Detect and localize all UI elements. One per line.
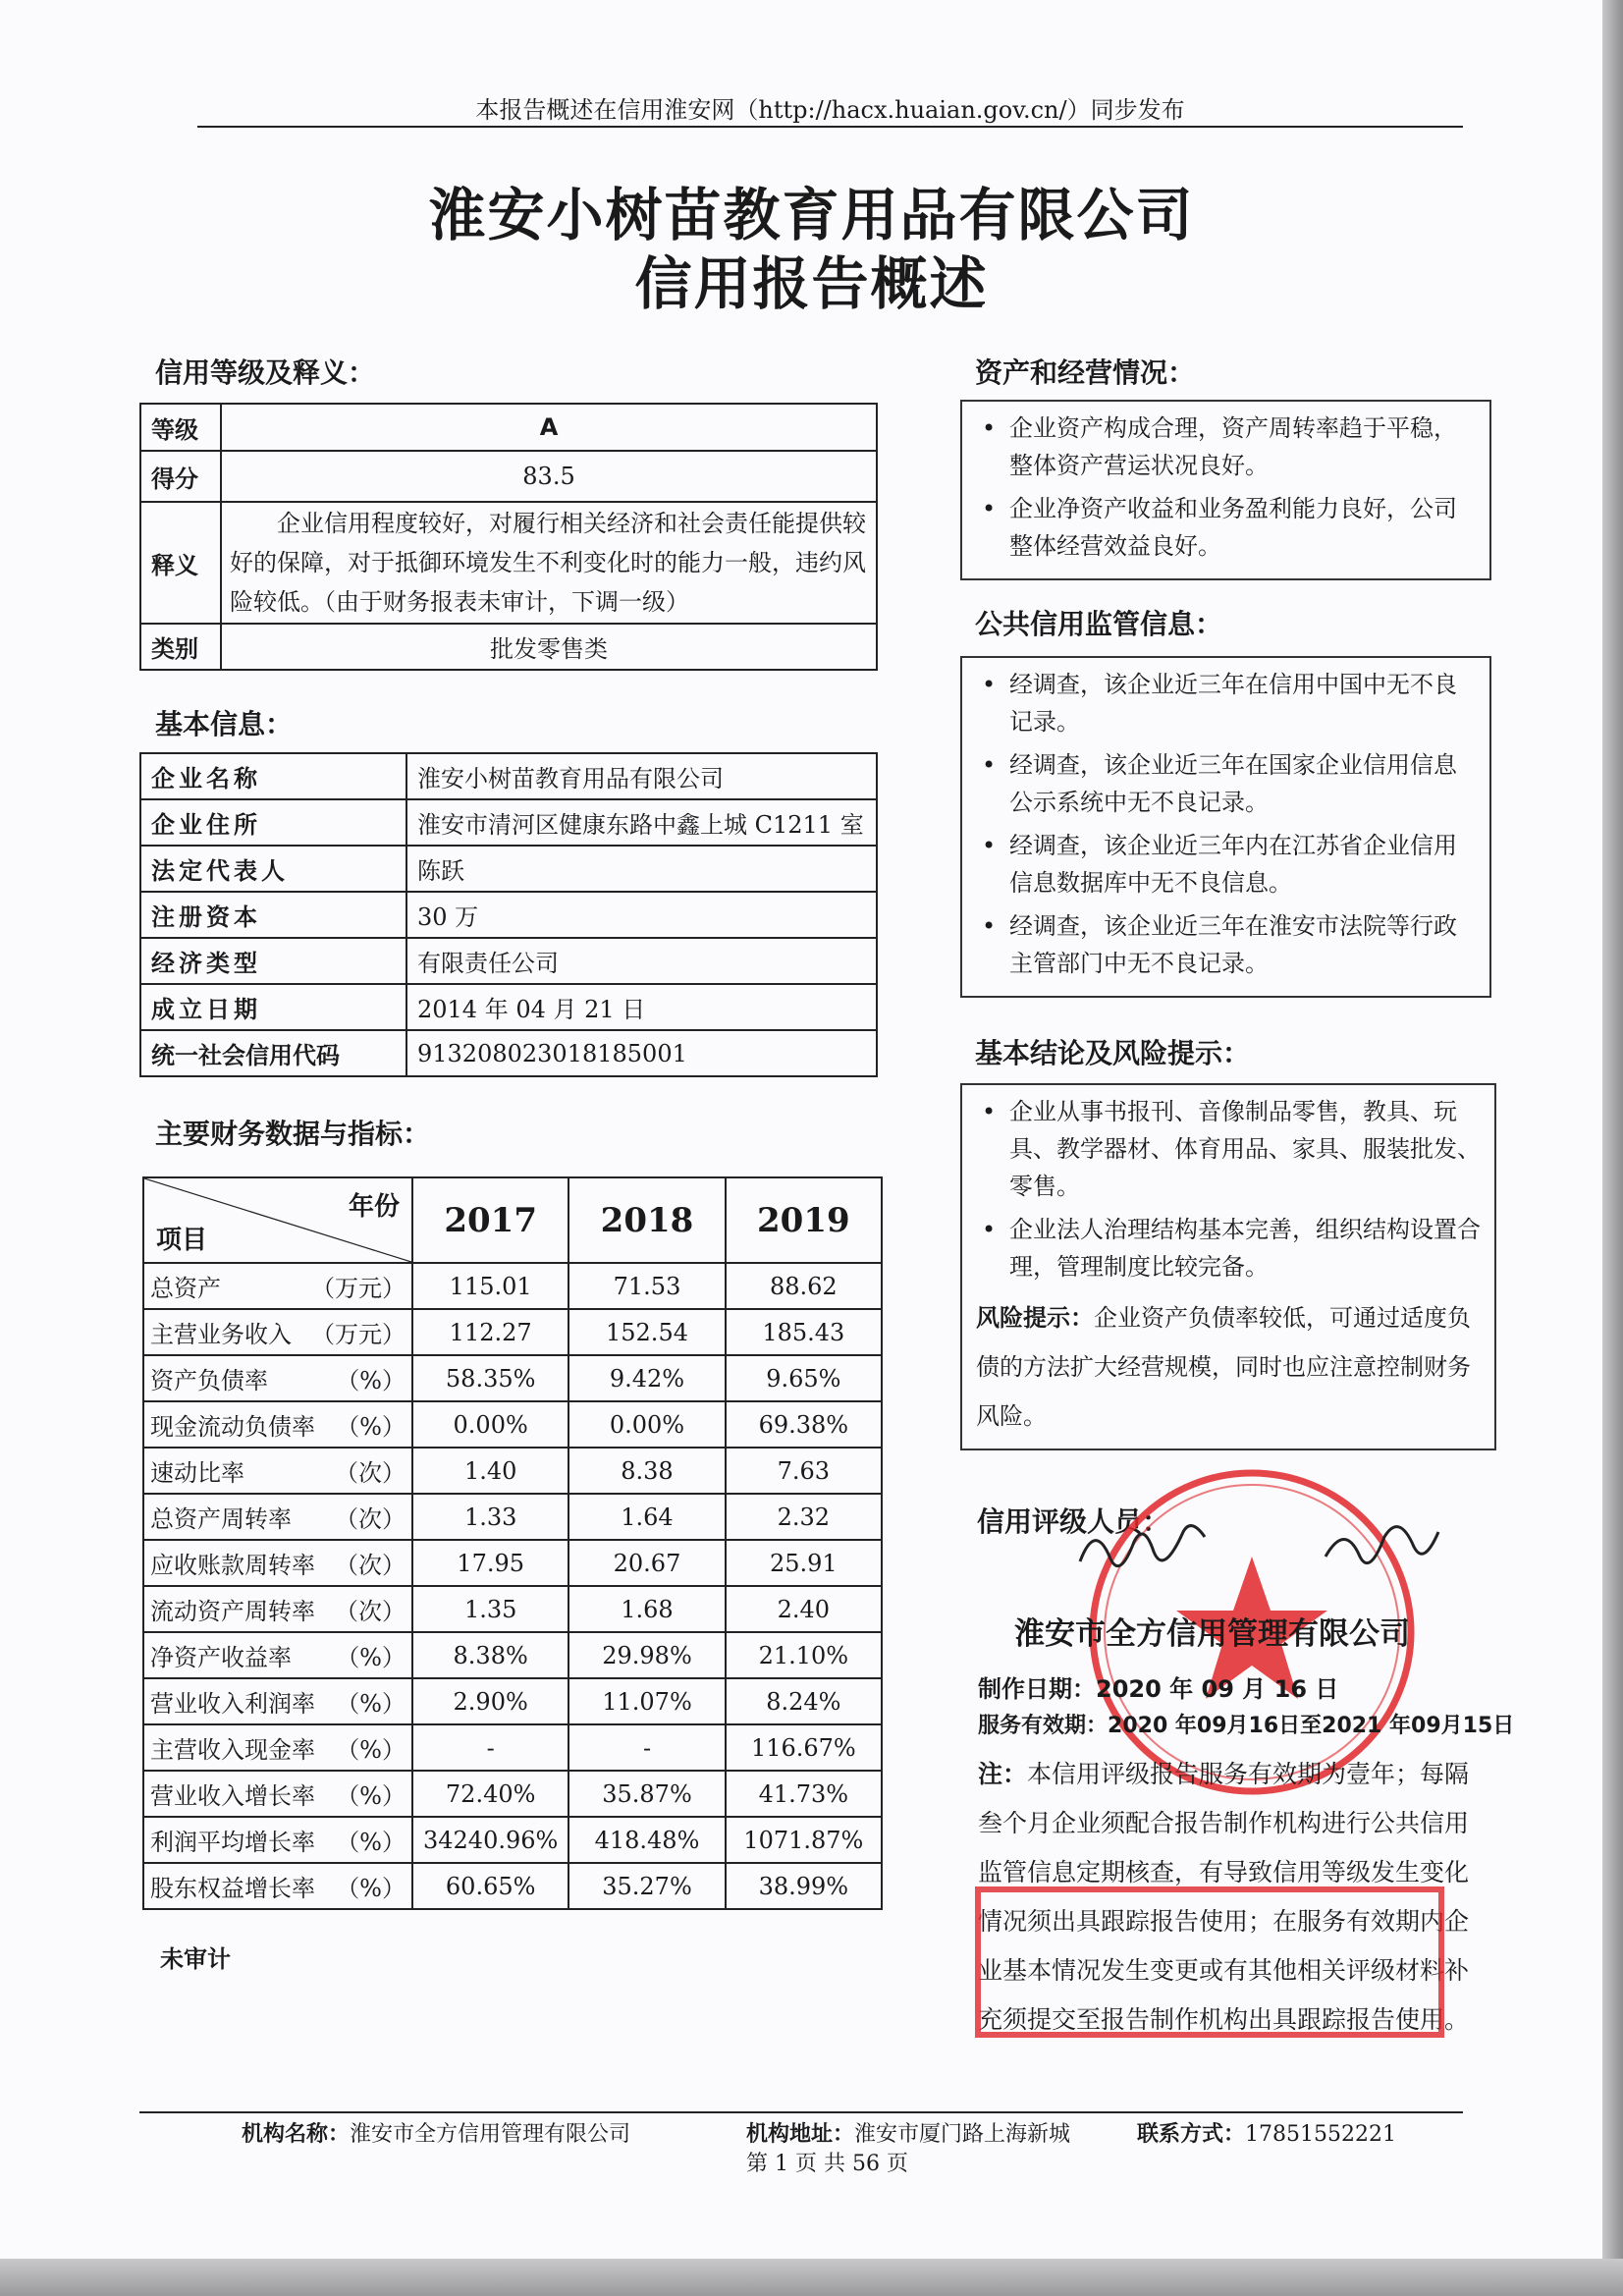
finance-item-name: 总资产周转率 [150, 1505, 292, 1533]
basic-info-label: 企业名称 [140, 753, 406, 799]
finance-item-name: 营业收入利润率 [150, 1690, 315, 1718]
finance-item [143, 1401, 412, 1448]
finance-value-2019: 7.63 [726, 1448, 882, 1494]
year-2018: 2018 [568, 1177, 725, 1263]
finance-value-2018: 11.07% [568, 1678, 725, 1724]
basic-info-value: 2014 年 04 月 21 日 [406, 984, 877, 1030]
finance-row [143, 1494, 882, 1540]
finance-item-unit: （%） [336, 1782, 406, 1810]
finance-item-name: 流动资产周转率 [150, 1598, 315, 1625]
finance-item-unit: （次） [335, 1505, 406, 1533]
finance-item-name: 股东权益增长率 [150, 1875, 315, 1902]
filing-stamp [972, 1884, 1448, 2041]
rating-table [139, 403, 878, 671]
finance-item-unit: （%） [336, 1644, 406, 1671]
finance-row [143, 1540, 882, 1586]
basic-info-table [139, 752, 878, 1077]
finance-value-2018: 1.68 [568, 1586, 725, 1632]
finance-header-row [143, 1177, 882, 1263]
finance-row [143, 1863, 882, 1909]
basic-info-value: 淮安市清河区健康东路中鑫上城 C1211 室 [406, 799, 877, 846]
finance-value-2017: 17.95 [412, 1540, 568, 1586]
assets-box [960, 400, 1491, 580]
corner-year-label: 年份 [348, 1192, 400, 1222]
finance-item-name: 总资产 [150, 1275, 221, 1302]
finance-row [143, 1309, 882, 1355]
bullet-item: • 企业净资产收益和业务盈利能力良好，公司整体经营效益良好。 [976, 490, 1476, 565]
rating-heading: 信用等级及释义： [155, 356, 376, 389]
finance-item-unit: （万元） [311, 1275, 406, 1302]
finance-value-2017: 0.00% [412, 1401, 568, 1448]
finance-value-2019: 2.40 [726, 1586, 882, 1632]
finance-row [143, 1771, 882, 1817]
year-2017: 2017 [412, 1177, 568, 1263]
rating-row-grade [140, 404, 877, 451]
finance-item-unit: （%） [336, 1875, 406, 1902]
finance-item-unit: （次） [335, 1552, 406, 1579]
basic-info-label: 经济类型 [140, 938, 406, 984]
basic-info-value: 陈跃 [406, 846, 877, 892]
finance-value-2019: 8.24% [726, 1678, 882, 1724]
basic-info-value: 30 万 [406, 892, 877, 938]
finance-item [143, 1678, 412, 1724]
finance-value-2017: 72.40% [412, 1771, 568, 1817]
rating-row-score [140, 451, 877, 502]
footer-address [746, 2117, 1070, 2148]
finance-item-name: 资产负债率 [150, 1367, 268, 1394]
address-value: 淮安市厦门路上海新城 [854, 2122, 1071, 2147]
finance-item-name: 速动比率 [150, 1459, 244, 1487]
finance-row [143, 1724, 882, 1771]
finance-value-2019: 185.43 [726, 1309, 882, 1355]
basic-info-row [140, 1030, 877, 1076]
validity-label: 服务有效期： [978, 1714, 1109, 1738]
finance-item [143, 1863, 412, 1909]
finance-value-2018: 29.98% [568, 1632, 725, 1678]
basic-info-value: 淮安小树苗教育用品有限公司 [406, 753, 877, 799]
validity-value: 2020 年09月16日至2021 年09月15日 [1108, 1714, 1515, 1738]
finance-value-2017: 112.27 [412, 1309, 568, 1355]
finance-item-unit: （%） [336, 1690, 406, 1718]
finance-value-2017: 8.38% [412, 1632, 568, 1678]
header-divider [197, 126, 1463, 128]
basic-info-label: 成立日期 [140, 984, 406, 1030]
finance-value-2019: 2.32 [726, 1494, 882, 1540]
finance-value-2019: 25.91 [726, 1540, 882, 1586]
basic-info-row [140, 984, 877, 1030]
finance-value-2018: 0.00% [568, 1401, 725, 1448]
explanation-label: 释义 [140, 502, 221, 624]
finance-value-2018: 71.53 [568, 1263, 725, 1309]
finance-item-unit: （%） [336, 1367, 406, 1394]
category-value: 批发零售类 [221, 624, 877, 670]
finance-item [143, 1817, 412, 1863]
footer-contact [1137, 2117, 1396, 2148]
corner-header [143, 1177, 412, 1263]
finance-value-2018: 152.54 [568, 1309, 725, 1355]
finance-item [143, 1586, 412, 1632]
finance-row [143, 1632, 882, 1678]
finance-value-2019: 116.67% [726, 1724, 882, 1771]
basic-info-label: 法定代表人 [140, 846, 406, 892]
finance-item-name: 现金流动负债率 [150, 1413, 315, 1441]
year-2019: 2019 [726, 1177, 882, 1263]
finance-value-2019: 38.99% [726, 1863, 882, 1909]
finance-value-2018: 1.64 [568, 1494, 725, 1540]
finance-value-2019: 9.65% [726, 1355, 882, 1401]
finance-item-unit: （%） [336, 1413, 406, 1441]
basic-info-row [140, 799, 877, 846]
finance-row [143, 1355, 882, 1401]
finance-row [143, 1586, 882, 1632]
finance-item-unit: （%） [336, 1736, 406, 1764]
basic-info-row [140, 938, 877, 984]
finance-heading: 主要财务数据与指标： [155, 1118, 431, 1150]
finance-row [143, 1678, 882, 1724]
scan-edge-right [1602, 0, 1623, 2296]
basic-info-row [140, 753, 877, 799]
address-label: 机构地址： [746, 2122, 855, 2147]
conclusion-box [960, 1083, 1496, 1450]
finance-item [143, 1448, 412, 1494]
finance-item [143, 1309, 412, 1355]
finance-value-2017: 1.33 [412, 1494, 568, 1540]
footer-divider [139, 2111, 1463, 2113]
bullet-item: • 企业从事书报刊、音像制品零售，教具、玩具、教学器材、体育用品、家具、服装批发、零售。 [976, 1093, 1481, 1205]
bullet-item: • 经调查，该企业近三年在国家企业信用信息公示系统中无不良记录。 [976, 746, 1476, 821]
finance-item [143, 1263, 412, 1309]
note-text: 本信用评级报告服务有效期为壹年；每隔叁个月企业须配合报告制作机构进行公共信用监管信息定期核查，有导致信用等级发生变化情况须出具跟踪报告使用；在服务有效期内企业基本情况发生变更或有其他相关评级材料补充须提交至报告制作机构出具跟踪报告使用。 [978, 1760, 1470, 2034]
org-value: 淮安市全方信用管理有限公司 [350, 2122, 631, 2147]
score-label: 得分 [140, 451, 221, 502]
finance-item-unit: （%） [336, 1829, 406, 1856]
finance-item [143, 1632, 412, 1678]
bullet-item: • 经调查，该企业近三年内在江苏省企业信用信息数据库中无不良信息。 [976, 827, 1476, 902]
basic-info-label: 注册资本 [140, 892, 406, 938]
finance-table [142, 1176, 883, 1910]
basic-info-label: 统一社会信用代码 [140, 1030, 406, 1076]
agency-name: 淮安市全方信用管理有限公司 [1014, 1616, 1410, 1652]
finance-item [143, 1355, 412, 1401]
page-header: 本报告概述在信用淮安网（http://hacx.huaian.gov.cn/）同步发布 [475, 96, 1185, 124]
finance-value-2017: 60.65% [412, 1863, 568, 1909]
finance-item [143, 1540, 412, 1586]
finance-value-2018: 8.38 [568, 1448, 725, 1494]
bullet-item: • 企业资产构成合理，资产周转率趋于平稳，整体资产营运状况良好。 [976, 410, 1476, 484]
rating-row-explanation [140, 502, 877, 624]
basic-info-value: 913208023018185001 [406, 1030, 877, 1076]
finance-item-unit: （次） [335, 1598, 406, 1625]
finance-item-name: 利润平均增长率 [150, 1829, 315, 1856]
contact-value: 17851552221 [1245, 2122, 1396, 2147]
finance-value-2017: 58.35% [412, 1355, 568, 1401]
validity-period [978, 1709, 1514, 1739]
finance-item-unit: （次） [335, 1459, 406, 1487]
finance-value-2019: 41.73% [726, 1771, 882, 1817]
page-title: 淮安小树苗教育用品有限公司 [428, 182, 1195, 248]
finance-value-2017: 1.35 [412, 1586, 568, 1632]
bullet-item: • 经调查，该企业近三年在淮安市法院等行政主管部门中无不良记录。 [976, 907, 1476, 982]
grade-label: 等级 [140, 404, 221, 451]
finance-value-2017: - [412, 1724, 568, 1771]
finance-value-2019: 69.38% [726, 1401, 882, 1448]
bullet-item: • 经调查，该企业近三年在信用中国中无不良记录。 [976, 666, 1476, 740]
public-heading: 公共信用监管信息： [975, 608, 1223, 640]
page-subtitle: 信用报告概述 [634, 250, 989, 317]
finance-value-2017: 2.90% [412, 1678, 568, 1724]
note-label: 注： [978, 1760, 1028, 1788]
bullet-item: • 企业法人治理结构基本完善，组织结构设置合理，管理制度比较完备。 [976, 1211, 1481, 1285]
finance-value-2018: 35.87% [568, 1771, 725, 1817]
finance-value-2018: 418.48% [568, 1817, 725, 1863]
risk-text: 企业资产负债率较低，可通过适度负债的方法扩大经营规模，同时也应注意控制财务风险。 [976, 1304, 1471, 1430]
finance-value-2018: - [568, 1724, 725, 1771]
finance-value-2018: 35.27% [568, 1863, 725, 1909]
finance-value-2019: 1071.87% [726, 1817, 882, 1863]
scan-edge-bottom [0, 2259, 1623, 2296]
rater-signatures [1070, 1512, 1483, 1601]
explanation-value: 企业信用程度较好，对履行相关经济和社会责任能提供较好的保障，对于抵御环境发生不利变化时的能力一般，违约风险较低。（由于财务报表未审计，下调一级） [221, 502, 877, 624]
finance-item [143, 1771, 412, 1817]
finance-row [143, 1263, 882, 1309]
basic-info-label: 企业住所 [140, 799, 406, 846]
date-label: 制作日期： [978, 1675, 1096, 1703]
finance-value-2018: 20.67 [568, 1540, 725, 1586]
basic-info-heading: 基本信息： [155, 708, 294, 740]
finance-value-2018: 9.42% [568, 1355, 725, 1401]
basic-info-row [140, 892, 877, 938]
finance-row [143, 1448, 882, 1494]
public-credit-box [960, 656, 1491, 998]
finance-item-name: 主营业务收入 [150, 1321, 292, 1348]
page-number: 第 1 页 共 56 页 [746, 2152, 908, 2176]
finance-value-2017: 115.01 [412, 1263, 568, 1309]
production-date [978, 1669, 1338, 1704]
raters-label: 信用评级人员： [977, 1505, 1170, 1538]
basic-info-row [140, 846, 877, 892]
corner-item-label: 项目 [156, 1226, 208, 1255]
date-value: 2020 年 09 月 16 日 [1096, 1675, 1339, 1703]
assets-heading: 资产和经营情况： [975, 356, 1196, 389]
risk-label: 风险提示： [976, 1304, 1094, 1332]
risk-hint [976, 1293, 1481, 1441]
finance-item [143, 1494, 412, 1540]
finance-item-unit: （万元） [311, 1321, 406, 1348]
basic-info-value: 有限责任公司 [406, 938, 877, 984]
finance-row [143, 1817, 882, 1863]
finance-item [143, 1724, 412, 1771]
finance-row [143, 1401, 882, 1448]
finance-item-name: 主营收入现金率 [150, 1736, 315, 1764]
finance-item-name: 净资产收益率 [150, 1644, 292, 1671]
conclusion-heading: 基本结论及风险提示： [975, 1037, 1251, 1069]
finance-value-2017: 34240.96% [412, 1817, 568, 1863]
unaudited-note: 未审计 [160, 1945, 231, 1973]
footer-org [242, 2117, 630, 2148]
grade-value: A [221, 404, 877, 451]
finance-item-name: 营业收入增长率 [150, 1782, 315, 1810]
finance-value-2017: 1.40 [412, 1448, 568, 1494]
score-value: 83.5 [221, 451, 877, 502]
contact-label: 联系方式： [1137, 2122, 1246, 2147]
category-label: 类别 [140, 624, 221, 670]
finance-value-2019: 88.62 [726, 1263, 882, 1309]
org-label: 机构名称： [242, 2122, 351, 2147]
rating-row-category [140, 624, 877, 670]
finance-item-name: 应收账款周转率 [150, 1552, 315, 1579]
finance-value-2019: 21.10% [726, 1632, 882, 1678]
